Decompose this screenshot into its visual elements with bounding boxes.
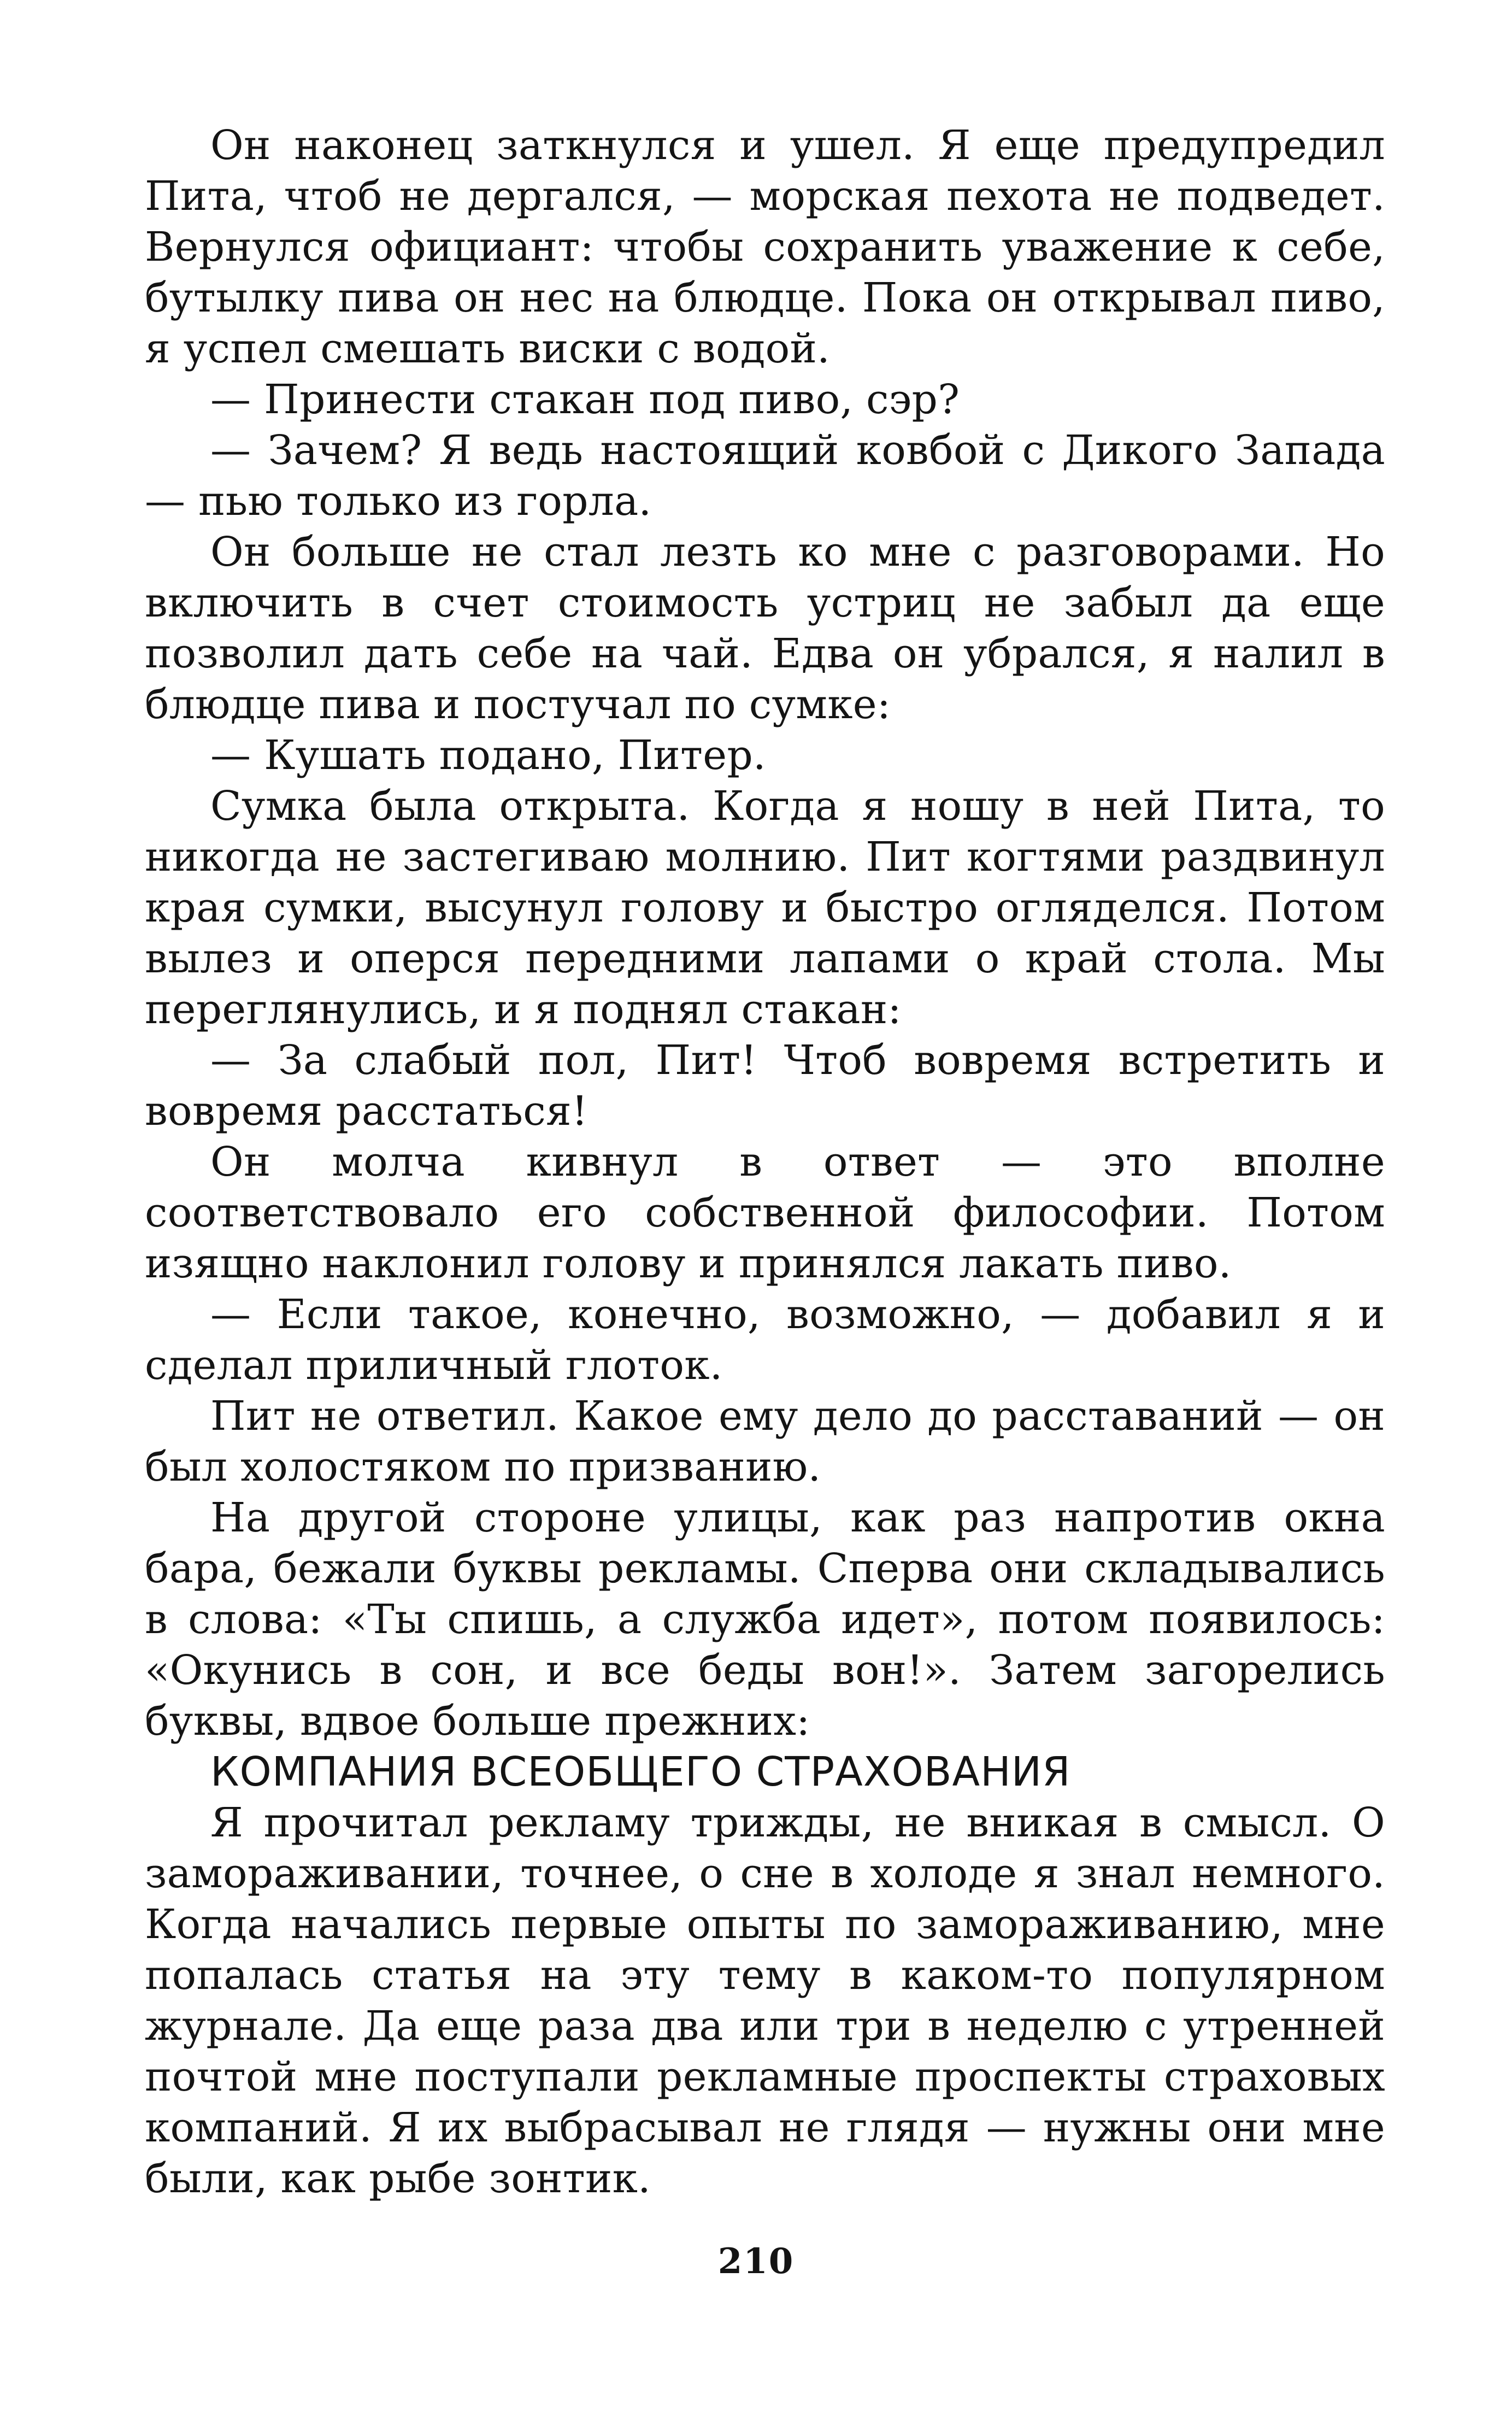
paragraph: Он больше не стал лезть ко мне с разговорами. Но включить в счет стоимость устриц не забыл да еще позволил дать себе на чай. Едва он убрался, я налил в блюдце пива и постучал по сумке: — [145, 529, 1385, 728]
advertisement-heading: КОМПАНИЯ ВСЕОБЩЕГО СТРАХОВАНИЯ — [210, 1748, 1071, 1795]
paragraph: На другой стороне улицы, как раз напротив окна бара, бежали буквы рекламы. Сперва они складывались в слова: «Ты спишь, а служба идет», потом появилось: «Окунись в сон, и все беды вон!». Затем загорелись буквы, вдвое больше прежних: — [145, 1494, 1385, 1745]
dialogue-line: — Кушать подано, Питер. — [210, 732, 766, 779]
paragraph: Сумка была открыта. Когда я ношу в ней Пита, то никогда не застегиваю молнию. Пит когтями раздвинул края сумки, высунул голову и быстро огляделся. Потом вылез и оперся передними лапами о край стола. Мы переглянулись, и я поднял стакан: — [145, 783, 1385, 1033]
paragraph: Я прочитал рекламу трижды, не вникая в смысл. О замораживании, точнее, о сне в холоде я знал немного. Когда начались первые опыты по замораживанию, мне попалась статья на эту тему в каком-то популярном журнале. Да еще раза два или три в неделю с утренней почтой мне поступали рекламные проспекты страховых компаний. Я их выбрасывал не глядя — нужны они мне были, как рыбе зонтик. — [145, 1799, 1385, 2202]
paragraph: Он наконец заткнулся и ушел. Я еще предупредил Пита, чтоб не дергался, — морская пехота не подведет. Вернулся официант: чтобы сохранить уважение к себе, бутылку пива он нес на блюдце. Пока он открывал пиво, я успел смешать виски с водой. — [145, 122, 1385, 372]
paragraph: Он молча кивнул в ответ — это вполне соответствовало его собственной философии. Потом изящно наклонил голову и принялся лакать пиво. — [145, 1138, 1385, 1287]
body-text — [145, 120, 1385, 2204]
paragraph: Пит не ответил. Какое ему дело до расставаний — он был холостяком по призванию. — [145, 1393, 1385, 1490]
dialogue-line: — За слабый пол, Пит! Чтоб вовремя встретить и вовремя расстаться! — [145, 1037, 1385, 1135]
page-number: 210 — [717, 2241, 795, 2282]
dialogue-line: — Принести стакан под пиво, сэр? — [210, 376, 960, 423]
dialogue-line: — Если такое, конечно, возможно, — добавил я и сделал приличный глоток. — [145, 1291, 1385, 1389]
dialogue-line: — Зачем? Я ведь настоящий ковбой с Дикого Запада — пью только из горла. — [145, 427, 1385, 525]
